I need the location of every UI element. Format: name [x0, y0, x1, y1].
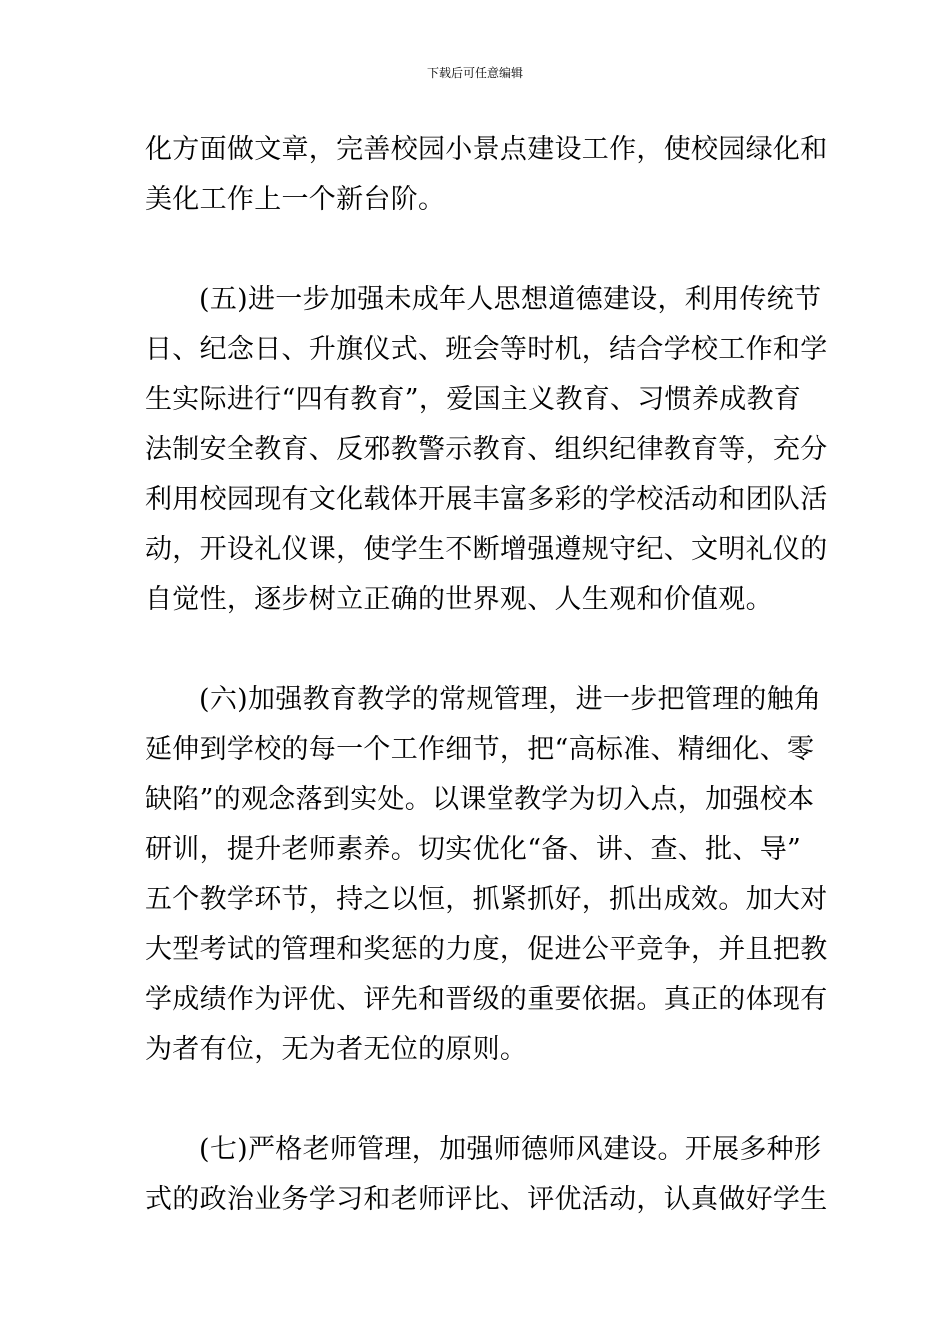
- text-line: 为者有位，无为者无位的原则。: [145, 1034, 528, 1065]
- text-line: 延伸到学校的每一个工作细节，把“高标准、精细化、零: [145, 734, 815, 765]
- text-line: 动，开设礼仪课，使学生不断增强遵规守纪、文明礼仪的: [145, 534, 828, 565]
- document-body: [145, 125, 828, 1225]
- text-line: 生实际进行“四有教育”，爱国主义教育、习惯养成教育: [145, 384, 802, 415]
- text-line: 五个教学环节，持之以恒，抓紧抓好，抓出成效。加大对: [145, 884, 828, 915]
- text-line: (六)加强教育教学的常规管理，进一步把管理的触角: [199, 684, 822, 715]
- text-line: 大型考试的管理和奖惩的力度，促进公平竞争，并且把教: [145, 934, 828, 965]
- text-line: (七)严格老师管理，加强师德师风建设。开展多种形: [199, 1134, 822, 1165]
- text-line: (五)进一步加强未成年人思想道德建设，利用传统节: [199, 284, 822, 315]
- paragraph-continuation: [145, 125, 828, 225]
- text-line: 法制安全教育、反邪教警示教育、组织纪律教育等，充分: [145, 434, 828, 465]
- text-line: 日、纪念日、升旗仪式、班会等时机，结合学校工作和学: [145, 334, 828, 365]
- paragraph-gap: [145, 225, 810, 275]
- page-header: 下载后可任意编辑: [426, 66, 523, 80]
- paragraph-section-5: [145, 275, 828, 625]
- paragraph-section-6: [145, 675, 828, 1075]
- text-line: 美化工作上一个新台阶。: [145, 184, 446, 215]
- paragraph-gap: [145, 1075, 810, 1125]
- text-line: 化方面做文章，完善校园小景点建设工作，使校园绿化和: [145, 134, 828, 165]
- paragraph-gap: [145, 625, 810, 675]
- text-line: 自觉性，逐步树立正确的世界观、人生观和价值观。: [145, 584, 773, 615]
- text-line: 学成绩作为评优、评先和晋级的重要依据。真正的体现有: [145, 984, 828, 1015]
- text-line: 研训，提升老师素养。切实优化“备、讲、查、批、导”: [145, 834, 802, 865]
- text-line: 式的政治业务学习和老师评比、评优活动，认真做好学生: [145, 1184, 828, 1215]
- text-line: 缺陷”的观念落到实处。以课堂教学为切入点，加强校本: [145, 784, 815, 815]
- paragraph-section-7: [145, 1125, 828, 1225]
- text-line: 利用校园现有文化载体开展丰富多彩的学校活动和团队活: [145, 484, 828, 515]
